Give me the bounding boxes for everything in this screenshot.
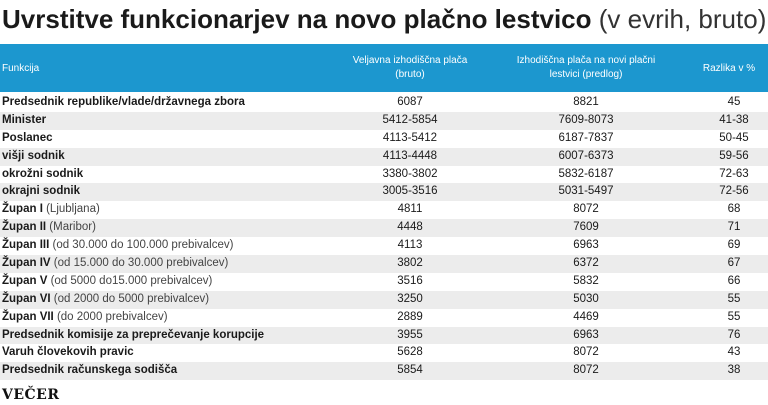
function-detail: (Maribor) [49,221,96,234]
title-main: Uvrstitve funkcionarjev na novo plačno lestvico [2,4,592,34]
function-name: Predsednik komisije za preprečevanje korupcije [2,328,265,341]
function-cell [2,291,209,309]
table-body [0,94,768,380]
function-detail: (Ljubljana) [46,203,100,216]
function-name: Predsednik republike/vlade/državnega zbora [2,96,245,108]
new-salary-cell: 6187-7837 [558,131,614,144]
table-row [0,112,768,130]
table-row [0,237,768,255]
function-cell [2,112,46,130]
function-name: Župan IV [2,257,51,270]
function-name: Varuh človekovih pravic [2,346,134,359]
function-name: Župan VI [2,292,51,305]
function-cell [2,183,80,201]
new-salary-cell: 8072 [573,203,599,216]
new-salary-cell: 5030 [573,292,599,305]
header-current-line2: (bruto) [395,69,425,80]
table-row [0,255,768,273]
table-row [0,148,768,166]
function-detail: (od 15.000 do 30.000 prebivalcev) [53,257,229,270]
new-salary-cell: 6007-6373 [558,149,614,162]
function-name: okrožni sodnik [2,167,84,180]
current-salary-cell: 3250 [397,292,423,305]
current-salary-cell: 3516 [397,274,423,287]
function-name: Minister [2,113,47,126]
current-salary-cell: 5854 [397,364,423,377]
new-salary-cell: 6963 [573,328,599,341]
header-function: Funkcija [2,62,40,74]
function-name: Poslanec [2,131,53,144]
new-salary-cell: 5031-5497 [558,185,614,198]
header-difference: Razlika v % [702,62,756,74]
function-name: Župan III [2,239,50,252]
difference-cell: 55 [727,310,741,323]
function-name: Predsednik računskega sodišča [2,364,178,377]
header-new-salary [486,44,686,92]
table-row [0,309,768,327]
difference-cell: 43 [727,346,741,359]
table-row [0,166,768,184]
function-name: Župan VII [2,310,54,323]
current-salary-cell: 4113-5412 [382,131,438,144]
function-cell [2,255,228,273]
header-new-line1: Izhodiščna plača na novi plačni [516,55,656,66]
table-row [0,344,768,362]
function-cell [2,327,264,345]
function-cell [2,344,134,362]
table-row [0,273,768,291]
new-salary-cell: 5832-6187 [558,167,614,180]
current-salary-cell: 4448 [397,221,423,234]
new-salary-cell: 8072 [573,346,599,359]
function-name: Župan V [2,274,48,287]
function-cell [2,362,177,380]
difference-cell: 55 [727,292,741,305]
difference-cell: 50-45 [719,131,749,144]
function-name: višji sodnik [2,149,65,162]
current-salary-cell: 4113-4448 [382,149,438,162]
new-salary-cell: 6372 [573,257,599,270]
function-detail: (od 30.000 do 100.000 prebivalcev) [52,239,234,252]
function-cell [2,201,100,219]
current-salary-cell: 3802 [397,257,423,270]
current-salary-cell: 4113 [397,239,423,252]
difference-cell: 59-56 [719,149,749,162]
header-current-salary [310,44,510,92]
function-detail: (od 2000 do 5000 prebivalcev) [53,292,210,305]
table-header [0,44,768,92]
function-cell [2,273,212,291]
table-row [0,219,768,237]
function-cell [2,237,233,255]
function-cell [2,148,65,166]
current-salary-cell: 3955 [397,328,423,341]
current-salary-cell: 2889 [397,310,423,323]
header-new-line2: lestvici (predlog) [549,69,623,80]
table-row [0,327,768,345]
header-current-line1: Veljavna izhodiščna plača [352,55,468,66]
function-name: Župan I [2,203,43,216]
table-row [0,130,768,148]
difference-cell: 72-63 [719,167,749,180]
table-row [0,94,768,112]
difference-cell: 72-56 [719,185,749,198]
current-salary-cell: 4811 [397,203,423,216]
difference-cell: 76 [727,328,741,341]
difference-cell: 69 [727,239,741,252]
current-salary-cell: 5412-5854 [382,113,438,126]
difference-cell: 66 [727,274,741,287]
new-salary-cell: 8821 [573,96,599,108]
difference-cell: 45 [727,96,741,108]
current-salary-cell: 3005-3516 [382,185,438,198]
function-name: Župan II [2,221,47,234]
function-cell [2,130,53,148]
function-name: okrajni sodnik [2,185,80,198]
difference-cell: 38 [727,364,741,377]
function-cell [2,219,96,237]
new-salary-cell: 4469 [573,310,599,323]
current-salary-cell: 6087 [397,96,423,108]
difference-cell: 67 [727,257,741,270]
function-detail: (od 5000 do15.000 prebivalcev) [50,274,213,287]
table-row [0,362,768,380]
table-row [0,291,768,309]
new-salary-cell: 7609 [573,221,599,234]
table-row [0,183,768,201]
function-cell [2,309,168,327]
difference-cell: 41-38 [719,113,749,126]
page-title [2,2,766,36]
new-salary-cell: 8072 [573,364,599,377]
function-cell [2,166,83,184]
new-salary-cell: 7609-8073 [558,113,614,126]
difference-cell: 68 [727,203,741,216]
new-salary-cell: 5832 [573,274,599,287]
current-salary-cell: 5628 [397,346,423,359]
title-suffix: (v evrih, bruto) [598,4,767,34]
table-row [0,201,768,219]
function-detail: (do 2000 prebivalcev) [56,310,168,323]
difference-cell: 71 [727,221,741,234]
current-salary-cell: 3380-3802 [382,167,438,180]
new-salary-cell: 6963 [573,239,599,252]
function-cell [2,94,245,112]
vecer-logo: VEČER [2,387,60,403]
